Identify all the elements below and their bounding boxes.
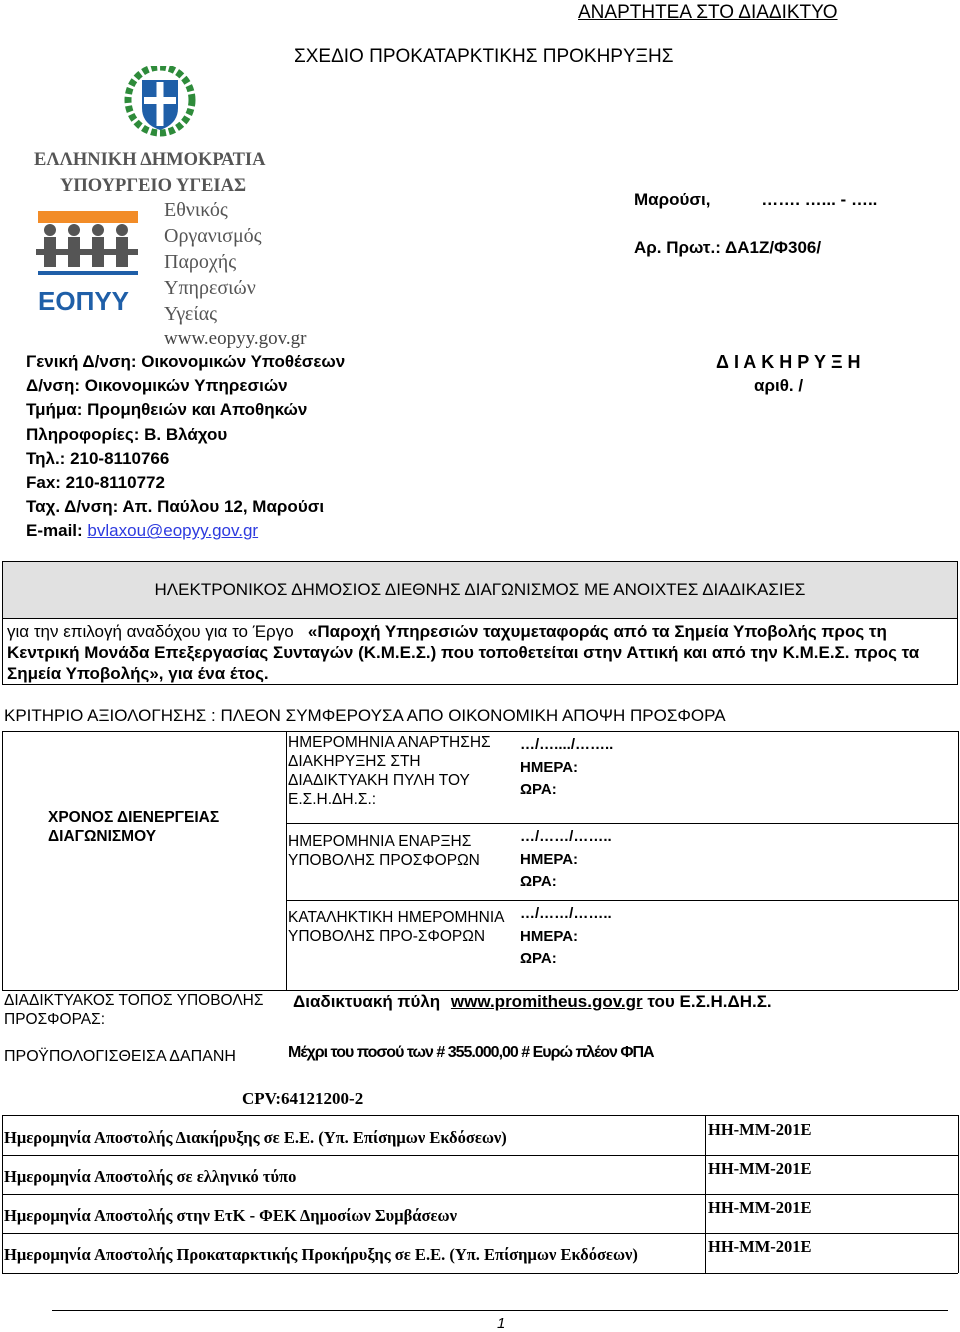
- department: Τμήμα: Προμηθειών και Αποθηκών: [26, 400, 308, 420]
- logo-website: www.eopyy.gov.gr: [164, 328, 307, 348]
- logo-org-line: Υγείας: [164, 303, 218, 325]
- general-directorate: Γενική Δ/νση: Οικονομικών Υποθέσεων: [26, 352, 346, 371]
- greek-emblem-icon: [128, 67, 192, 133]
- start-date-label: ΗΜΕΡΟΜΗΝΙΑ ΕΝΑΡΞΗΣ ΥΠΟΒΟΛΗΣ ΠΡΟΣΦΟΡΩΝ: [288, 833, 480, 869]
- dispatch-row-label: Ημερομηνία Αποστολής Διακήρυξης σε Ε.Ε. (Υπ. Επίσημων Εκδόσεων): [4, 1128, 507, 1147]
- email-label: E-mail:: [26, 521, 83, 541]
- deadline-label: ΚΑΤΑΛΗΚΤΙΚΗ ΗΜΕΡΟΜΗΝΙΑ ΥΠΟΒΟΛΗΣ ΠΡΟ-ΣΦΟΡΩΝ: [288, 909, 505, 945]
- submission-label: ΔΙΑΔΙΚΤΥΑΚΟΣ ΤΟΠΟΣ ΥΠΟΒΟΛΗΣ ΠΡΟΣΦΟΡΑΣ:: [4, 992, 264, 1028]
- announcement-title: Δ Ι Α Κ Η Ρ Υ Ξ Η: [716, 352, 861, 372]
- logo-org-line: Υπηρεσιών: [164, 277, 256, 299]
- dispatch-row-label: Ημερομηνία Αποστολής Προκαταρκτικής Προκήρυξης σε Ε.Ε. (Υπ. Επίσημων Εκδόσεων): [4, 1245, 638, 1264]
- cpv-code: CPV:64121200-2: [242, 1089, 364, 1108]
- place-label: Μαρούσι,: [634, 190, 711, 209]
- logo-org-line: Εθνικός: [164, 199, 228, 221]
- submission-value: Διαδικτυακή πύλη www.promitheus.gov.gr του Ε.Σ.Η.ΔΗ.Σ.: [293, 992, 772, 1011]
- footer-divider: [52, 1310, 948, 1311]
- email-link[interactable]: bvlaxou@eopyy.gov.gr: [87, 521, 259, 541]
- protocol-label: Αρ. Πρωτ.:: [634, 238, 721, 257]
- tender-heading-box: [2, 561, 958, 619]
- protocol-number: [634, 238, 821, 258]
- contact-person: Πληροφορίες: Β. Βλάχου: [26, 424, 228, 444]
- announcement-number: αριθ. /: [754, 376, 804, 395]
- evaluation-criterion: ΚΡΙΤΗΡΙΟ ΑΞΙΟΛΟΓΗΣΗΣ : ΠΛΕΟΝ ΣΥΜΦΕΡΟΥΣΑ ΑΠΟ ΟΙΚΟΝΟΜΙΚΗ ΑΠΟΨΗ ΠΡΟΣΦΟΡΑ: [4, 706, 726, 725]
- eopyy-logo: [30, 66, 346, 348]
- dispatch-row-value: ΗΗ-ΜΜ-201Ε: [708, 1159, 812, 1178]
- address: Ταχ. Δ/νση: Απ. Παύλου 12, Μαρούσι: [26, 497, 325, 517]
- place-date: [634, 190, 877, 210]
- sender-info: [26, 350, 345, 544]
- description-project: «Παροχή Υπηρεσιών ταχυμεταφοράς από τα Σημεία Υποβολής προς τη Κεντρική Μονάδα Επεξεργασίας Συνταγών (Κ.Μ.Ε.Σ.) που τοποθετείται στην Αττική και από την Κ.Μ.Ε.Σ. προς τα Σημεία Υποβολής», για ένα έτος.: [7, 622, 920, 683]
- promitheus-link[interactable]: www.promitheus.gov.gr: [450, 992, 643, 1011]
- deadline-values: …/……/…….. ΗΜΕΡΑ: ΩΡΑ:: [520, 905, 612, 967]
- directorate: Δ/νση: Οικονομικών Υπηρεσιών: [26, 376, 288, 396]
- email-row: [26, 519, 345, 543]
- logo-acronym: ΕΟΠΥΥ: [38, 286, 130, 316]
- phone: Τηλ.: 210-8110766: [26, 448, 170, 468]
- fax: Fax: 210-8110772: [26, 473, 165, 493]
- start-date-values: …/……/…….. ΗΜΕΡΑ: ΩΡΑ:: [520, 828, 612, 890]
- logo-org-line: Οργανισμός: [164, 225, 262, 247]
- logo-line-1: ΕΛΛΗΝΙΚΗ ΔΗΜΟΚΡΑΤΙΑ: [34, 150, 266, 170]
- logo-org-line: Παροχής: [164, 251, 237, 273]
- dispatch-row-label: Ημερομηνία Αποστολής σε ελληνικό τύπο: [4, 1167, 297, 1186]
- draft-title: ΣΧΕΔΙΟ ΠΡΟΚΑΤΑΡΚΤΙΚΗΣ ΠΡΟΚΗΡΥΞΗΣ: [294, 46, 674, 67]
- budget-value: Μέχρι του ποσού των # 355.000,00 # Ευρώ πλέον ΦΠΑ: [288, 1044, 654, 1061]
- posting-date-values: …/…..../…….. ΗΜΕΡΑ: ΩΡΑ:: [520, 736, 614, 798]
- dispatch-row-value: ΗΗ-ΜΜ-201Ε: [708, 1237, 812, 1256]
- posting-date-label: ΗΜΕΡΟΜΗΝΙΑ ΑΝΑΡΤΗΣΗΣ ΔΙΑΚΗΡΥΞΗΣ ΣΤΗ ΔΙΑΔΙΚΤΥΑΚΗ ΠΥΛΗ ΤΟΥ Ε.Σ.Η.ΔΗ.Σ.:: [288, 734, 491, 808]
- tender-heading: ΗΛΕΚΤΡΟΝΙΚΟΣ ΔΗΜΟΣΙΟΣ ΔΙΕΘΝΗΣ ΔΙΑΓΩΝΙΣΜΟΣ ΜΕ ΑΝΟΙΧΤΕΣ ΔΙΑΔΙΚΑΣΙΕΣ: [154, 580, 806, 599]
- dispatch-row-value: ΗΗ-ΜΜ-201Ε: [708, 1120, 812, 1139]
- dispatch-row-value: ΗΗ-ΜΜ-201Ε: [708, 1198, 812, 1217]
- description-prefix: για την επιλογή αναδόχου για το Έργο: [7, 622, 294, 641]
- logo-line-2: ΥΠΟΥΡΓΕΙΟ ΥΓΕΙΑΣ: [60, 176, 247, 196]
- tender-description: [2, 619, 958, 685]
- online-posting-title: ΑΝΑΡΤΗΤΕΑ ΣΤΟ ΔΙΑΔΙΚΤΥΟ: [578, 2, 838, 23]
- protocol-value: ΔΑ1Ζ/Φ306/: [725, 238, 822, 257]
- budget-label: ΠΡΟΫΠΟΛΟΓΙΣΘΕΙΣΑ ΔΑΠΑΝΗ: [4, 1048, 236, 1065]
- schedule-label: ΧΡΟΝΟΣ ΔΙΕΝΕΡΓΕΙΑΣ ΔΙΑΓΩΝΙΣΜΟΥ: [48, 809, 220, 845]
- date-value: ……. …... - …..: [761, 190, 878, 209]
- page-number: 1: [497, 1315, 506, 1332]
- dispatch-row-label: Ημερομηνία Αποστολής στην ΕτΚ - ΦΕΚ Δημοσίων Συμβάσεων: [4, 1206, 457, 1225]
- people-figures-icon: [36, 211, 138, 275]
